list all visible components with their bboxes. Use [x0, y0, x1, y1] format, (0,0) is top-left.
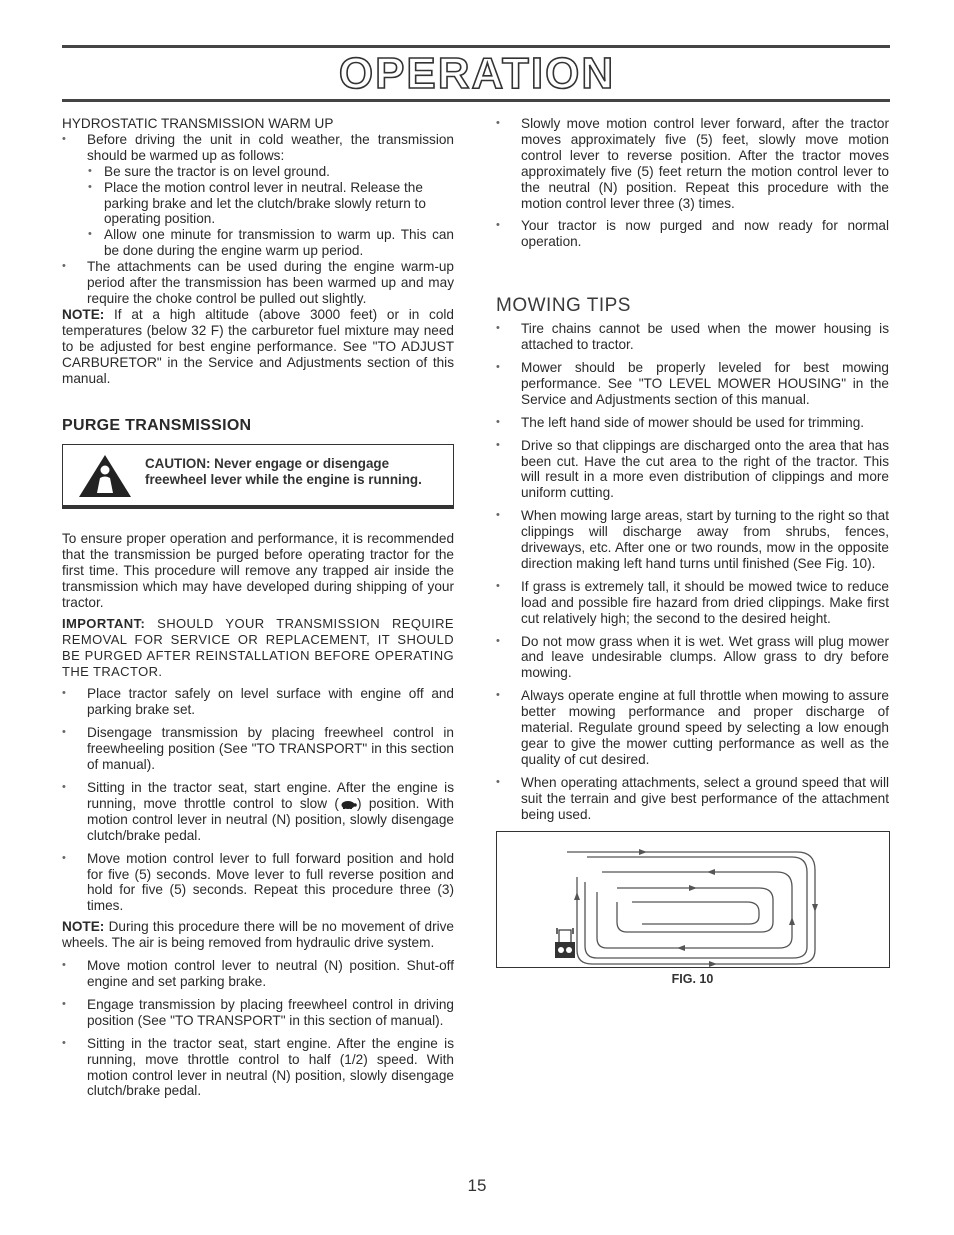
mowing-heading: MOWING TIPS [496, 295, 631, 317]
caution-triangle-icon [77, 453, 133, 499]
warm-up-bullet: • The attachments can be used during the engine warm-up period after the transmission has been warmed up and may require the choke control be pulled out slightly. [62, 259, 454, 307]
mowing-tip: • Always operate engine at full throttle when mowing to assure better mowing performance and proper discharge of material. Regulate ground speed by selecting a low enough gear to give the mower cutting performance as well as the quality of cut desired. [496, 688, 889, 768]
note-altitude [62, 307, 454, 387]
purge-heading: PURGE TRANSMISSION [62, 417, 252, 435]
note-label: NOTE: [62, 306, 105, 322]
page-number: 15 [467, 1176, 487, 1195]
page-title: OPERATION [338, 49, 616, 98]
mowing-tip: • The left hand side of mower should be used for trimming. [496, 415, 889, 431]
mowing-tip: • When operating attachments, select a ground speed that will suit the terrain and give best performance of the attachment being used. [496, 775, 889, 823]
purge-step: • Engage transmission by placing freewheel control in driving position (See "TO TRANSPORT" in this section of manual). [62, 997, 454, 1029]
mowing-tip: • Tire chains cannot be used when the mower housing is attached to tractor. [496, 321, 889, 353]
left-column [62, 116, 454, 1099]
caution-box [62, 444, 454, 509]
warm-up-heading: HYDROSTATIC TRANSMISSION WARM UP [62, 116, 334, 131]
figure-caption: FIG. 10 [671, 971, 714, 986]
purge-step: • Sitting in the tractor seat, start engine. After the engine is running, move throttle control to half (1/2) speed. With motion control lever in neutral (N) position, slowly disengage clutch/brake pedal. [62, 1036, 454, 1100]
mowing-tip: • Mower should be properly leveled for best mowing performance. See "TO LEVEL MOWER HOUSING" in the Service and Adjustments section of this manual. [496, 360, 889, 408]
caution-text: CAUTION: Never engage or disengage freewheel lever while the engine is running. [145, 456, 422, 488]
mowing-tip: • When mowing large areas, start by turning to the right so that clippings will discharge away from shrubs, fences, driveways, etc. After one or two rounds, mow in the opposite direction making left hand turns until finished (See Fig. 10). [496, 508, 889, 572]
tractor-icon [555, 928, 575, 958]
header-rule-bottom [62, 99, 890, 102]
mowing-tip: • If grass is extremely tall, it should be mowed twice to reduce load and possible fire hazard from dried clippings. Make first cut relatively high; the second to the desired height. [496, 579, 889, 627]
purge-step: • Your tractor is now purged and now ready for normal operation. [496, 218, 889, 250]
important-notice [62, 616, 454, 680]
important-label: IMPORTANT: [62, 615, 146, 631]
purge-step: • Place tractor safely on level surface with engine off and parking brake set. [62, 686, 454, 718]
mowing-tip: • Do not mow grass when it is wet. Wet grass will plug mower and leave undesirable clumps. Allow grass to dry before mowing. [496, 634, 889, 682]
note-label: NOTE: [62, 919, 105, 935]
mowing-tip: • Drive so that clippings are discharged onto the area that has been cut. Have the cut area to the right of the tractor. This will result in a more even distribution of clippings and more uniform cutting. [496, 438, 889, 502]
warm-up-sub-item: • Place the motion control lever in neutral. Release the parking brake and let the clutch/brake slowly return to operating position. [62, 180, 454, 228]
note-no-movement [62, 919, 454, 951]
purge-intro: To ensure proper operation and performance, it is recommended that the transmission be purged before operating tractor for the first time. This procedure will remove any trapped air inside the transmission which may have developed during shipping of your tractor. [62, 531, 454, 610]
purge-step: • Disengage transmission by placing freewheel control in freewheeling position (See "TO TRANSPORT" in this section of manual). [62, 725, 454, 773]
figure-mowing-pattern [496, 831, 890, 968]
purge-step-text: ) position. With motion control lever in neutral (N) position, slowly disengage clutch/brake pedal. [87, 795, 454, 843]
mowing-pattern-diagram [497, 832, 889, 967]
warm-up-sub-item: • Allow one minute for transmission to warm up. This can be done during the engine warm up period. [62, 227, 454, 259]
purge-step-text: Sitting in the tractor seat, start engine. After the engine is running, move throttle control to slow ( [87, 780, 454, 811]
purge-step: • Move motion control lever to full forward position and hold for five (5) seconds. Move lever to full reverse position and hold for five (5) seconds. Repeat this procedure three (3) times. [62, 851, 454, 915]
note-text: During this procedure there will be no movement of drive wheels. The air is being removed from hydraulic drive system. [62, 919, 454, 951]
warm-up-sub-item: • Be sure the tractor is on level ground. [62, 164, 454, 180]
important-text: SHOULD YOUR TRANSMISSION REQUIRE REMOVAL FOR SERVICE OR REPLACEMENT, IT SHOULD BE PURGED AFTER REINSTALLATION BEFORE OPERATING THE TRACTOR. [62, 615, 454, 679]
warm-up-bullet: • Before driving the unit in cold weather, the transmission should be warmed up as follows: [62, 132, 454, 164]
purge-step: • Slowly move motion control lever forward, after the tractor moves approximately five (5) feet, slowly move motion control lever to reverse position. After the tractor moves approximately five (5) feet return the motion control lever to the neutral (N) position. Repeat this procedure with the motion control lever three (3) times. [496, 116, 889, 211]
turtle-slow-icon [339, 799, 357, 809]
note-text: If at a high altitude (above 3000 feet) or in cold temperatures (below 32 F) the carburetor fuel mixture may need to be adjusted for best engine performance. See "TO ADJUST CARBURETOR" in the Service and Adjustments section of this manual. [62, 306, 454, 386]
purge-step: • Move motion control lever to neutral (N) position. Shut-off engine and set parking brake. [62, 958, 454, 990]
purge-step [62, 780, 454, 844]
right-column [496, 116, 889, 987]
